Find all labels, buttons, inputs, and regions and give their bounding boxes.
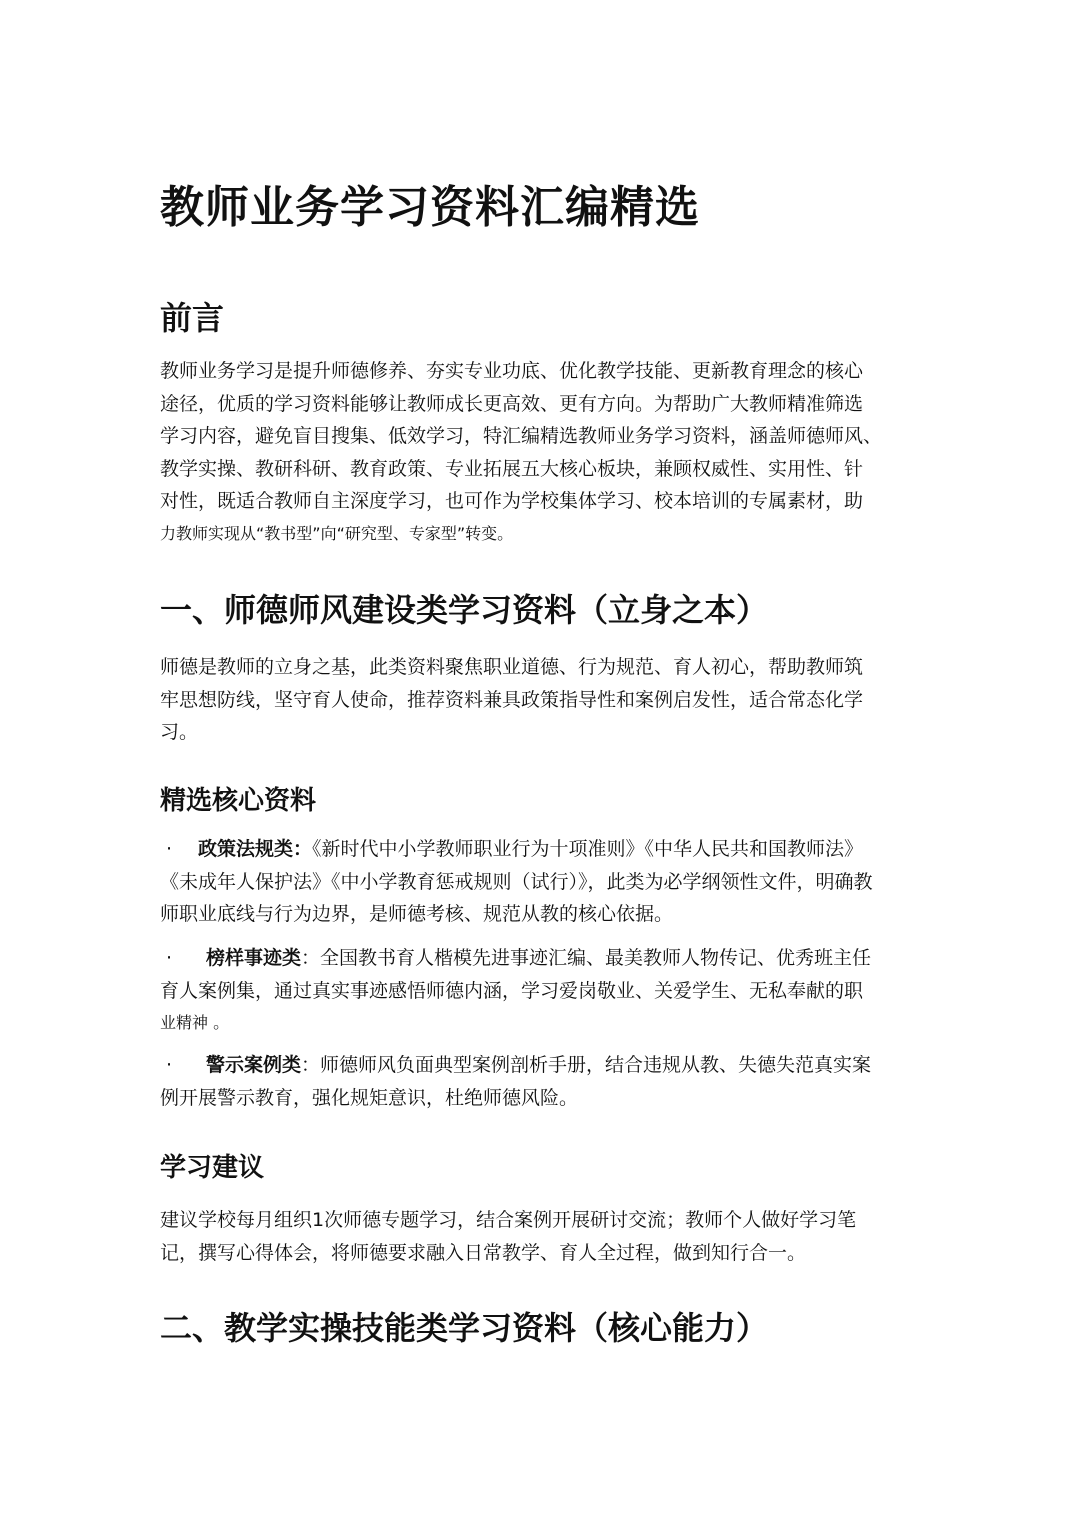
- bullet-text: ：全国教书育人楷模先进事迹汇编、最美教师人物传记、优秀班主任: [301, 947, 872, 969]
- bullet-label: 政策法规类：: [198, 838, 313, 860]
- paragraph-line: 记，撰写心得体会，将师德要求融入日常教学、育人全过程，做到知行合一。: [160, 1241, 807, 1264]
- paragraph-line: 师德是教师的立身之基，此类资料聚焦职业道德、行为规范、育人初心，帮助教师筑: [160, 656, 864, 678]
- bullet-text: 育人案例集，通过真实事迹感悟师德内涵，学习爱岗敬业、关爱学生、无私奉献的职: [160, 979, 864, 1002]
- document-title: 教师业务学习资料汇编精选: [160, 182, 700, 233]
- bullet-item-role-models: [160, 942, 920, 1040]
- bullet-text: 《新时代中小学教师职业行为十项准则》《中华人民共和国教师法》: [312, 838, 864, 860]
- paragraph-line: 习。: [160, 721, 199, 743]
- section1-intro: [160, 651, 920, 749]
- paragraph-line: 教师业务学习是提升师德修养、夯实专业功底、优化教学技能、更新教育理念的核心: [160, 360, 864, 382]
- paragraph-line: 对性，既适合教师自主深度学习，也可作为学校集体学习、校本培训的专属素材，助: [160, 490, 864, 512]
- bullet-item-warning-cases: [160, 1049, 920, 1114]
- paragraph-line: 牢思想防线，坚守育人使命，推荐资料兼具政策指导性和案例启发性，适合常态化学: [160, 688, 864, 711]
- paragraph-line: 途径，优质的学习资料能够让教师成长更高效、更有方向。为帮助广大教师精准筛选: [160, 392, 864, 415]
- bullet-dot: ·: [166, 947, 173, 969]
- bullet-text: 业精神 。: [160, 1013, 230, 1032]
- paragraph-line: 教学实操、教研科研、教育政策、专业拓展五大核心板块，兼顾权威性、实用性、针: [160, 457, 864, 480]
- section2-heading: 二、教学实操技能类学习资料（核心能力）: [160, 1309, 769, 1347]
- paragraph-line: 学习内容，避免盲目搜集、低效学习，特汇编精选教师业务学习资料，涵盖师德师风、: [160, 425, 883, 447]
- section1-heading: 一、师德师风建设类学习资料（立身之本）: [160, 591, 769, 629]
- core-materials-heading: 精选核心资料: [160, 786, 317, 816]
- paragraph-line: 力教师实现从“教书型”向“研究型、专家型”转变。: [160, 523, 514, 543]
- preface-paragraph: [160, 355, 920, 550]
- study-advice-heading: 学习建议: [160, 1153, 265, 1183]
- bullet-text: 例开展警示教育，强化规矩意识，杜绝师德风险。: [160, 1086, 579, 1109]
- bullet-dot: ·: [166, 1054, 173, 1076]
- bullet-dot: ·: [166, 838, 173, 860]
- study-advice-paragraph: [160, 1204, 920, 1269]
- bullet-text: 师职业底线与行为边界，是师德考核、规范从教的核心依据。: [160, 903, 674, 925]
- preface-heading: 前言: [160, 299, 225, 337]
- bullet-label: 榜样事迹类: [206, 947, 302, 969]
- bullet-text: ：师德师风负面典型案例剖析手册，结合违规从教、失德失范真实案: [301, 1054, 872, 1076]
- paragraph-line: 建议学校每月组织1次师德专题学习，结合案例开展研讨交流；教师个人做好学习笔: [160, 1209, 857, 1231]
- bullet-label: 警示案例类: [206, 1054, 302, 1076]
- bullet-item-policy: [160, 833, 920, 931]
- bullet-text: 《未成年人保护法》《中小学教育惩戒规则（试行）》，此类为必学纲领性文件，明确教: [160, 870, 873, 893]
